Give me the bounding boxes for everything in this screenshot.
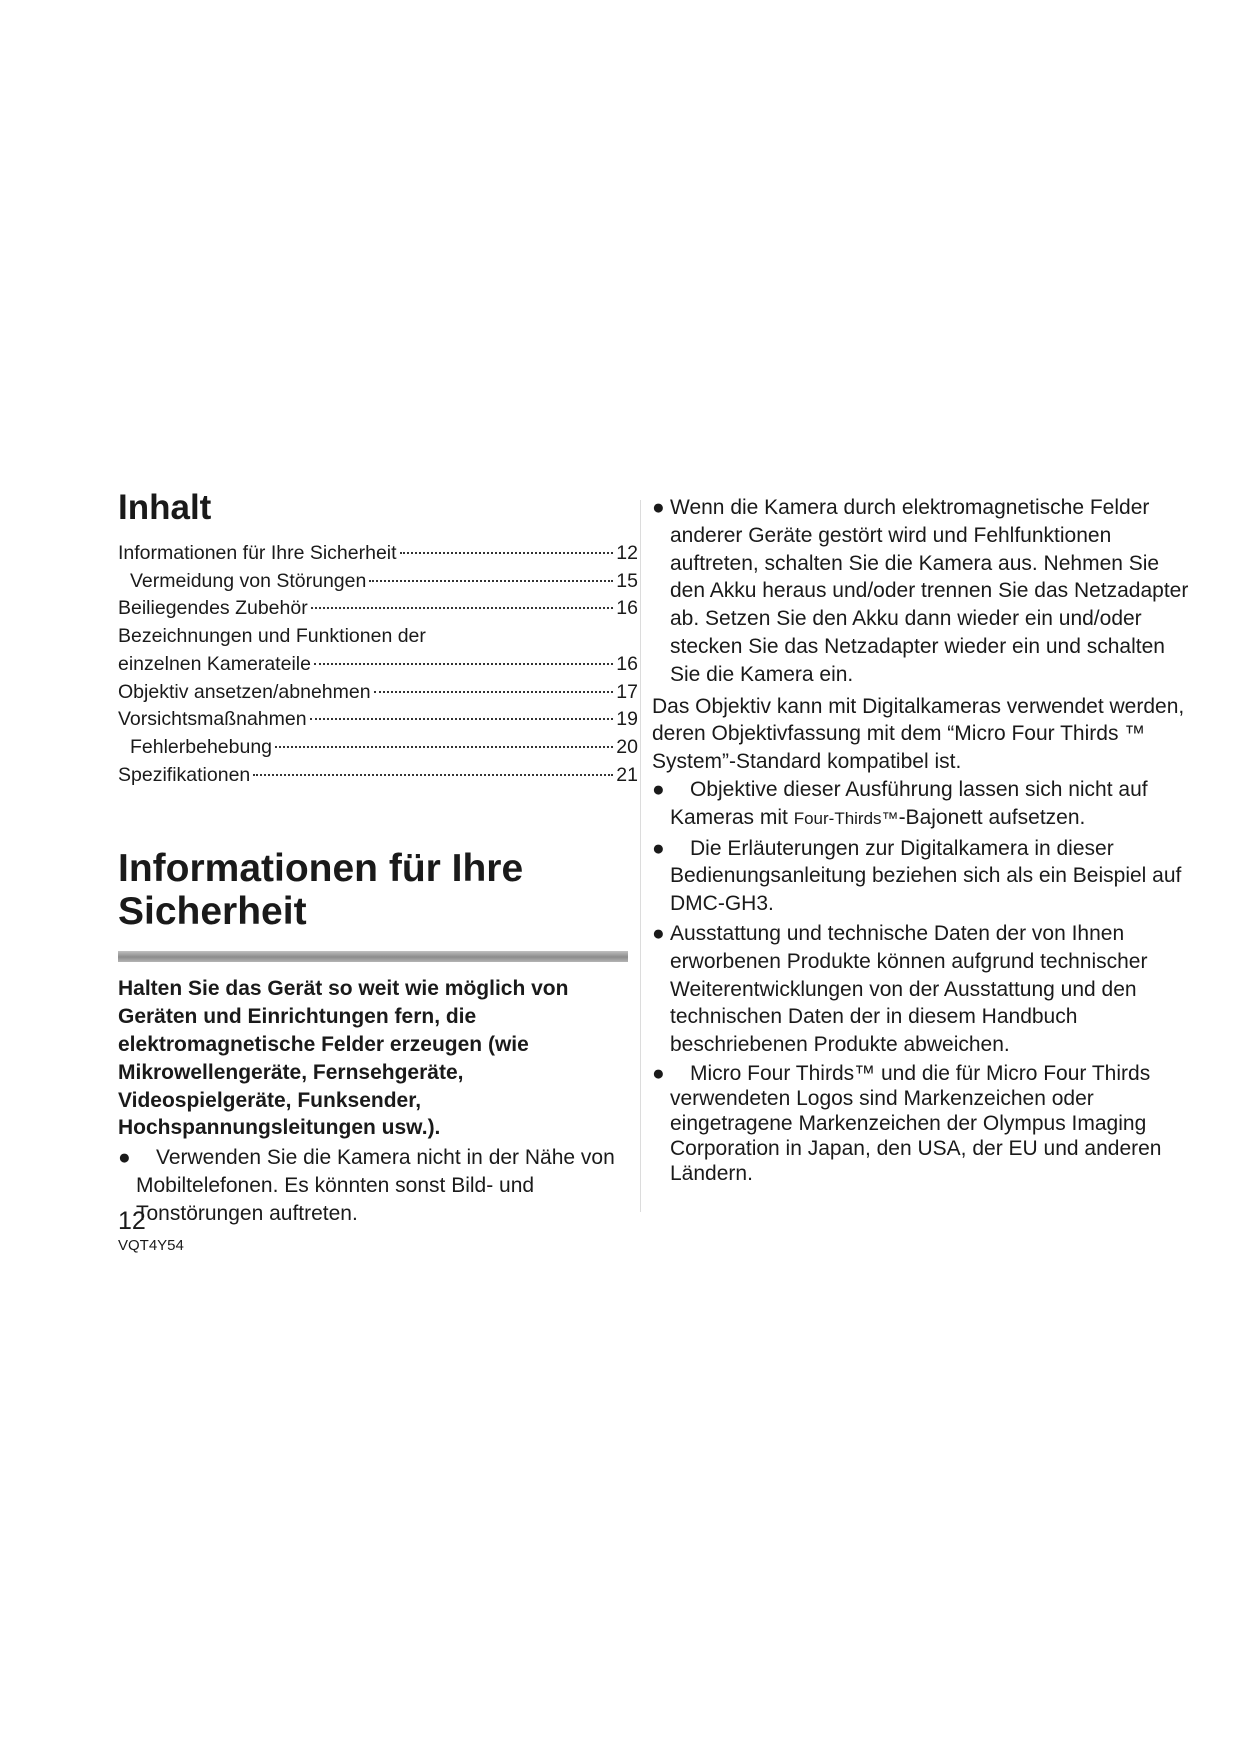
toc-leader <box>310 718 614 720</box>
toc-entry-label: Spezifikationen <box>118 763 251 786</box>
toc-entry-page: 21 <box>616 763 638 786</box>
table-of-contents <box>118 540 638 789</box>
right-column <box>652 494 1192 1186</box>
bullet-item <box>652 494 1192 689</box>
bullet-icon: ● <box>652 921 665 945</box>
toc-entry-label: Bezeichnungen und Funktionen der <box>118 625 426 648</box>
toc-entry-page: 16 <box>616 652 638 675</box>
toc-entry-label: Objektiv ansetzen/abnehmen <box>118 680 371 703</box>
section-rule <box>118 951 628 962</box>
bullet-text: Ausstattung und technische Daten der von Ihnen erworbenen Produkte können aufgrund technischer Weiterentwicklungen von der Ausstattung und den technischen Daten der in diesem Handbuch beschriebenen Produkte abweichen. <box>670 921 1148 1057</box>
toc-entry-label: Beiliegendes Zubehör <box>118 597 308 620</box>
bullet-text: Micro Four Thirds™ und die für Micro Four Thirds verwendeten Logos sind Markenzeichen oder eingetragene Markenzeichen der Olympus Imaging Corporation in Japan, den USA, der EU und anderen Ländern. <box>670 1061 1162 1185</box>
toc-entry[interactable] <box>118 540 638 568</box>
toc-entry-label: Informationen für Ihre Sicherheit <box>118 542 397 564</box>
toc-leader <box>275 746 613 748</box>
toc-entry-page: 19 <box>616 708 638 731</box>
toc-leader <box>400 552 614 554</box>
toc-entry[interactable] <box>118 651 638 679</box>
toc-entry-label: Fehlerbehebung <box>130 735 273 758</box>
bullet-item <box>652 835 1192 918</box>
bullet-icon: ● <box>118 1146 131 1170</box>
toc-leader <box>311 607 614 609</box>
lens-compatibility-text: Das Objektiv kann mit Digitalkameras verwendet werden, deren Objektivfassung mit dem “Micro Four Thirds ™ System”-Standard kompatibel ist. <box>652 694 1185 774</box>
toc-entry[interactable] <box>118 706 638 734</box>
section-title-line: Sicherheit <box>118 890 307 934</box>
bullet-icon: ● <box>652 777 665 801</box>
toc-entry[interactable] <box>118 679 638 707</box>
bullet-text: Verwenden Sie die Kamera nicht in der Nähe von Mobiltelefonen. Es könnten sonst Bild- und Tonstörungen auftreten. <box>136 1146 615 1225</box>
bullet-text: Wenn die Kamera durch elektromagnetische Felder anderer Geräte gestört wird und Fehlfunktionen auftreten, schalten Sie die Kamera aus. Nehmen Sie den Akku heraus und/oder trennen Sie das Netzadapter ab. Setzen Sie den Akku dann wieder ein und/oder stecken Sie das Netzadapter wieder ein und schalten Sie die Kamera ein. <box>670 496 1189 686</box>
toc-entry[interactable] <box>118 762 638 790</box>
section-title <box>118 847 638 933</box>
document-code: VQT4Y54 <box>118 1237 184 1254</box>
bullet-icon: ● <box>652 836 665 860</box>
bullet-icon: ● <box>652 496 665 519</box>
toc-entry[interactable] <box>118 623 638 651</box>
section-title-line: Informationen für Ihre <box>118 847 524 891</box>
toc-entry[interactable] <box>118 568 638 596</box>
toc-leader <box>369 580 613 582</box>
bullet-item <box>652 1061 1192 1186</box>
toc-entry-label: Vermeidung von Störungen <box>130 569 367 592</box>
toc-leader <box>314 663 613 665</box>
toc-entry-page: 12 <box>616 542 638 564</box>
left-column <box>118 488 638 1228</box>
toc-leader <box>253 774 613 776</box>
bullet-item <box>652 920 1192 1059</box>
bullet-icon: ● <box>652 1061 665 1085</box>
toc-leader <box>374 691 614 693</box>
bullet-item <box>118 1144 638 1227</box>
bullet-item <box>652 776 1192 833</box>
safety-warning: Halten Sie das Gerät so weit wie möglich von Geräten und Einrichtungen fern, die elektromagnetische Felder erzeugen (wie Mikrowellengeräte, Fernsehgeräte, Videospielgeräte, Funksender, Hochspannungsleitungen usw.). <box>118 977 569 1140</box>
bullet-text: -Bajonett aufsetzen. <box>898 805 1086 829</box>
toc-entry-page: 17 <box>616 680 638 703</box>
toc-entry-page: 16 <box>616 597 638 620</box>
toc-entry-page: 15 <box>616 569 638 592</box>
toc-title: Inhalt <box>118 488 212 527</box>
bullet-text-small: Four-Thirds™ <box>793 808 899 828</box>
bullet-text: Objektive dieser Ausführung lassen sich nicht auf Kameras mit <box>670 777 1148 829</box>
column-divider <box>640 500 641 1212</box>
bullet-text: Die Erläuterungen zur Digitalkamera in dieser Bedienungsanleitung beziehen sich als ein Beispiel auf DMC-GH3. <box>670 836 1182 916</box>
page-number: 12 <box>118 1207 146 1235</box>
toc-entry[interactable] <box>118 595 638 623</box>
toc-entry-label: einzelnen Kamerateile <box>118 652 311 675</box>
toc-entry[interactable] <box>118 734 638 762</box>
toc-entry-label: Vorsichtsmaßnahmen <box>118 708 307 731</box>
toc-entry-page: 20 <box>616 735 638 758</box>
